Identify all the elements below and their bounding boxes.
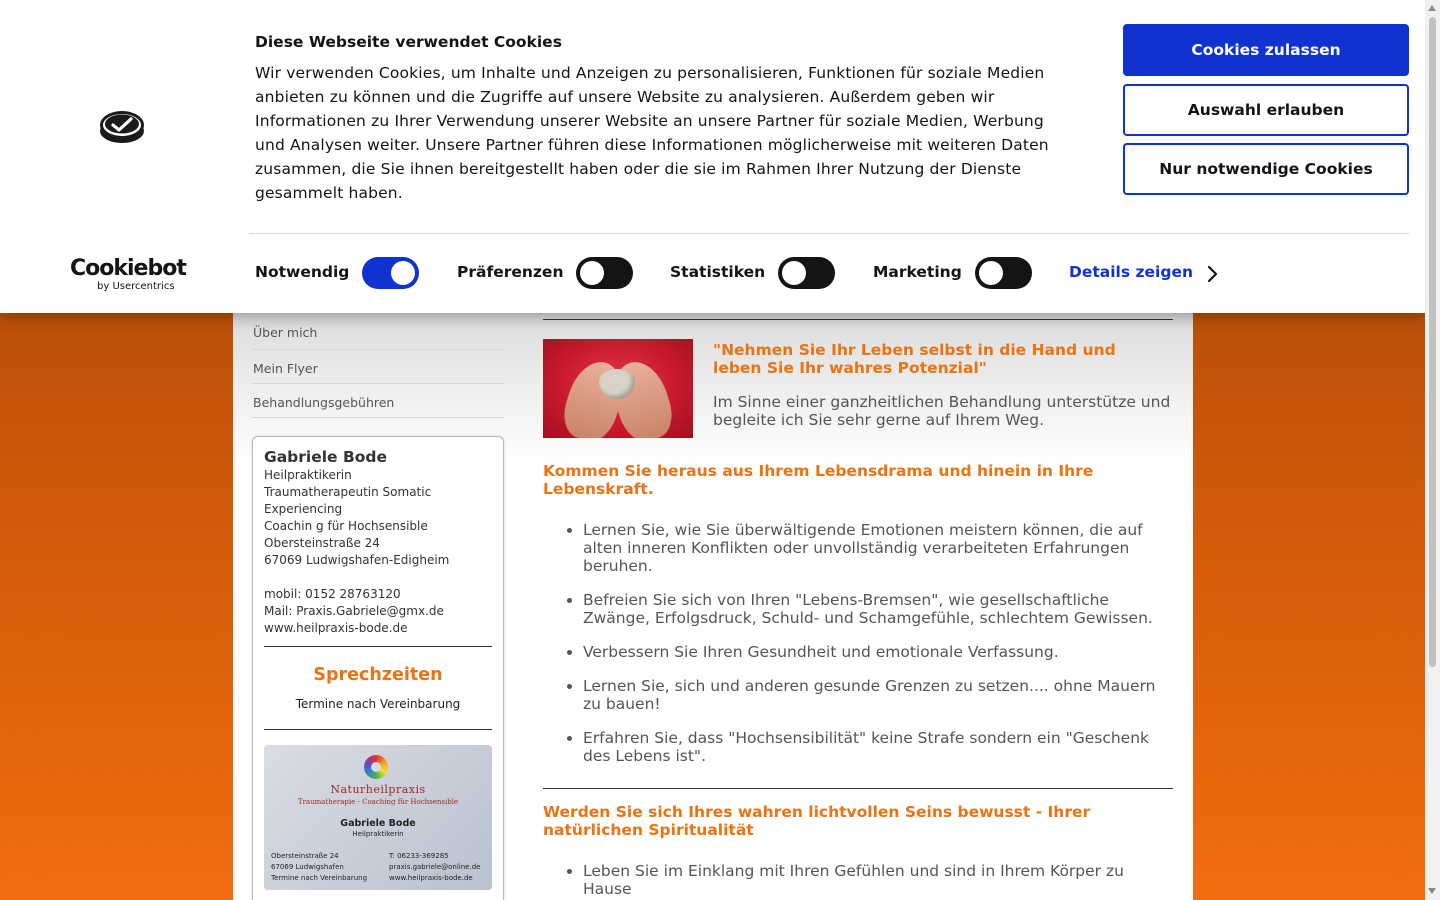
flyer-contact: praxis.gabriele@online.de [389,863,481,871]
flyer-address: Obersteinstraße 24 [271,852,339,860]
contact-line: Traumatherapeutin Somatic [264,485,432,499]
nav-item-mein-flyer[interactable]: Mein Flyer [252,350,504,384]
list-item: • Befreien Sie sich von Ihren "Lebens-Bremsen", wie gesellschaftliche Zwänge, Erfolgsdruck, Schuld- und Schamgefühle, schlechtem Gewissen. [583,591,1173,627]
contact-line: Coachin g für Hochsensible [264,519,428,533]
toggle-statistiken[interactable] [778,257,835,289]
hands-heart-image [543,339,693,438]
cookiebot-brand-sub: by Usercentrics [97,281,175,292]
bullet-list [543,521,1173,765]
scroll-up-arrow-icon[interactable] [1428,5,1436,11]
flyer-name: Gabriele Bode [340,818,416,829]
details-link[interactable]: Details zeigen [1069,263,1193,281]
hero-quote: "Nehmen Sie Ihr Leben selbst in die Hand und leben Sie Ihr wahres Potenzial" [713,341,1116,377]
scrollbar-thumb[interactable] [1429,17,1436,667]
contact-mobile: mobil: 0152 28763120 [264,587,401,601]
flyer-address: Termine nach Vereinbarung [271,874,368,882]
flyer-title: Naturheilpraxis [330,783,426,796]
office-hours-text: Termine nach Vereinbarung [295,697,461,711]
cookiebot-logo [70,256,186,293]
flyer-role: Heilpraktikerin [352,830,404,838]
necessary-only-button[interactable]: Nur notwendige Cookies [1123,143,1409,195]
nav-item-behandlungsgebuehren[interactable]: Behandlungsgebühren [252,384,504,418]
toggle-notwendig[interactable] [362,257,419,289]
cookie-consent-icon [98,107,146,145]
cookie-description: Wir verwenden Cookies, um Inhalte und Anzeigen zu personalisieren, Funktionen für soziale Medien anbieten zu können und die Zugriffe auf unsere Website zu analysieren. Außerdem geben wir Informationen zu Ihrer Verwendung unserer Website an unsere Partner für soziale Medien, Werbung und Analysen weiter. Unsere Partner führen diese Informationen möglicherweise mit weiteren Daten zusammen, die Sie ihnen bereitgestellt haben oder die sie im Rahmen Ihrer Nutzung der Dienste gesammelt haben. [255,64,1049,202]
cookie-banner [0,0,1425,313]
allow-all-cookies-button[interactable]: Cookies zulassen [1123,24,1409,76]
section-title: Werden Sie sich Ihres wahren lichtvollen Seins bewusst - Ihrer natürlichen Spiritualität [543,803,1091,839]
toggle-praeferenzen[interactable] [576,257,633,289]
divider [264,646,492,647]
sidebar [252,313,504,882]
bullet-list [543,862,1173,898]
toggle-marketing[interactable] [975,257,1032,289]
contact-mail: Mail: Praxis.Gabriele@gmx.de [264,604,444,618]
nav-item-ueber-mich[interactable]: Über mich [252,313,504,350]
scroll-down-arrow-icon[interactable] [1428,888,1436,894]
list-item: • Lernen Sie, sich und anderen gesunde Grenzen zu setzen.... ohne Mauern zu bauen! [583,677,1173,713]
flyer-subtitle: Traumatherapie - Coaching für Hochsensible [297,798,459,806]
flyer-address: 67069 Ludwigshafen [271,863,344,871]
toggle-label-notwendig: Notwendig [255,263,350,281]
divider [249,233,1409,234]
flyer-contact: www.heilpraxis-bode.de [389,874,473,882]
hero-section [543,320,1173,444]
list-item: • Leben Sie im Einklang mit Ihren Gefühlen und sind in Ihrem Körper zu Hause [583,862,1173,898]
chevron-right-icon[interactable] [1206,264,1220,284]
toggle-label-praeferenzen: Präferenzen [457,263,564,281]
office-hours-title: Sprechzeiten [313,665,443,685]
contact-card [252,436,504,900]
toggle-label-statistiken: Statistiken [670,263,766,281]
flyer-contact: T: 06233-369285 [389,852,449,860]
cookiebot-brand-name: Cookiebot [70,256,186,281]
contact-name: Gabriele Bode [264,448,388,466]
allow-selection-button[interactable]: Auswahl erlauben [1123,84,1409,136]
list-item: • Erfahren Sie, dass "Hochsensibilität" keine Strafe sondern ein "Geschenk des Lebens ist". [583,729,1173,765]
contact-line: 67069 Ludwigshafen-Edigheim [264,553,450,567]
flyer-image[interactable] [264,745,492,890]
contact-line: Obersteinstraße 24 [264,536,380,550]
toggle-label-marketing: Marketing [873,263,962,281]
main-content [543,313,1173,898]
cookie-title: Diese Webseite verwendet Cookies [255,33,562,51]
list-item: • Verbessern Sie Ihren Gesundheit und emotionale Verfassung. [583,643,1173,661]
divider [543,788,1173,789]
hero-intro: Im Sinne einer ganzheitlichen Behandlung unterstütze und begleite ich Sie sehr gerne auf Ihrem Weg. [713,393,1171,429]
section-title: Kommen Sie heraus aus Ihrem Lebensdrama und hinein in Ihre Lebenskraft. [543,462,1094,498]
divider [264,729,492,730]
scrollbar[interactable] [1425,0,1440,900]
contact-line: Heilpraktikerin [264,468,352,482]
list-item: • Lernen Sie, wie Sie überwältigende Emotionen meistern können, die auf alten inneren Konflikten oder unvollständig verarbeiteten Erfahrungen beruhen. [583,521,1173,575]
contact-line: Experiencing [264,502,343,516]
spiral-logo-icon [364,755,388,779]
contact-web: www.heilpraxis-bode.de [264,621,408,635]
